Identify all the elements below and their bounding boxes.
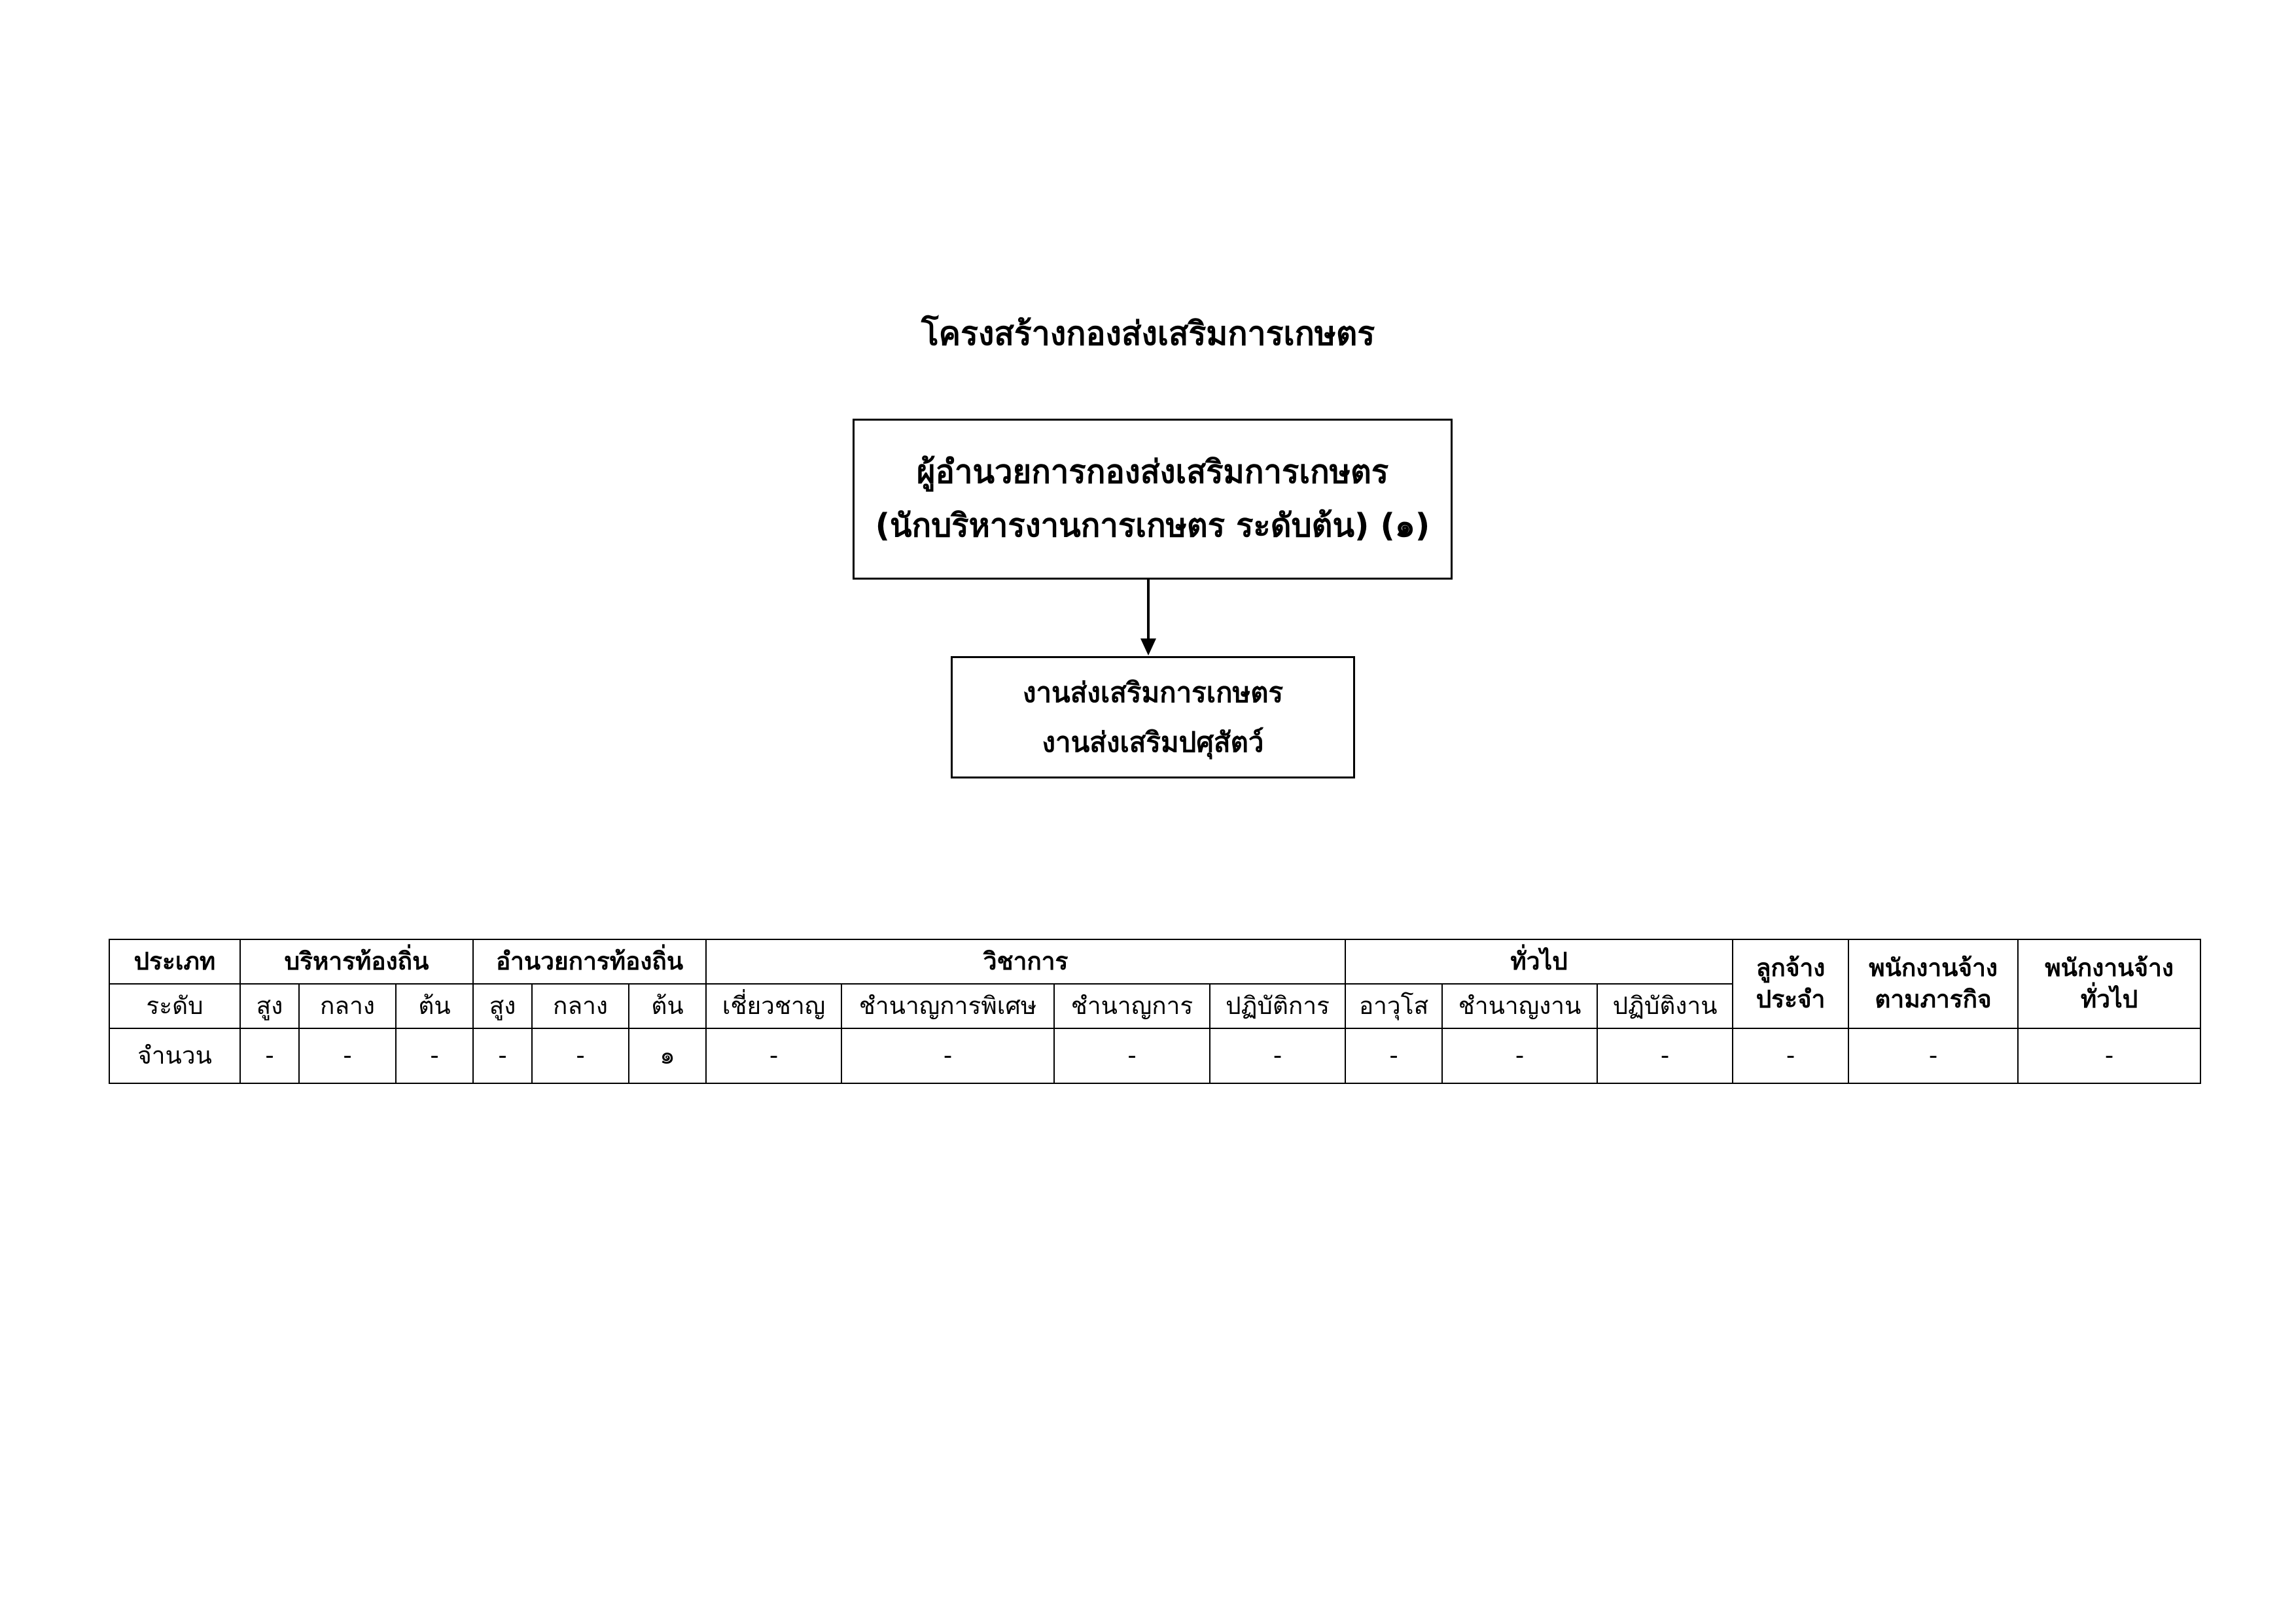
type-label: ประเภท (109, 939, 240, 984)
group-general-employee-line2: ทั่วไป (2080, 985, 2138, 1013)
level-director-mid: กลาง (532, 984, 629, 1028)
level-expert: เชี่ยวชาญ (706, 984, 841, 1028)
group-permanent-employee (1733, 939, 1848, 1028)
group-general: ทั่วไป (1345, 939, 1733, 984)
director-title: ผู้อำนวยการกองส่งเสริมการเกษตร (916, 453, 1389, 491)
count-label: จำนวน (109, 1028, 240, 1083)
count-cell: ๑ (629, 1028, 706, 1083)
group-local-admin: บริหารท้องถิ่น (240, 939, 473, 984)
level-admin-mid: กลาง (299, 984, 396, 1028)
count-cell: - (1345, 1028, 1442, 1083)
level-senior-professional: ชำนาญการพิเศษ (841, 984, 1054, 1028)
group-permanent-employee-line2: ประจำ (1756, 985, 1826, 1013)
count-cell: - (706, 1028, 841, 1083)
group-mission-employee (1848, 939, 2018, 1028)
level-skilled: ชำนาญงาน (1442, 984, 1597, 1028)
count-cell: - (240, 1028, 299, 1083)
level-operator: ปฏิบัติงาน (1597, 984, 1733, 1028)
arrow-head-icon (1140, 638, 1156, 655)
group-local-director: อำนวยการท้องถิ่น (473, 939, 706, 984)
table-row (109, 1028, 2200, 1083)
page-title: โครงสร้างกองส่งเสริมการเกษตร (921, 315, 1375, 353)
staff-table (109, 939, 2201, 1084)
group-mission-employee-line2: ตามภารกิจ (1875, 985, 1992, 1013)
count-cell: - (841, 1028, 1054, 1083)
count-cell: - (1597, 1028, 1733, 1083)
group-academic: วิชาการ (706, 939, 1345, 984)
level-practitioner: ปฏิบัติการ (1210, 984, 1345, 1028)
unit-livestock-promotion: งานส่งเสริมปศุสัตว์ (1042, 725, 1264, 758)
units-box (951, 656, 1355, 778)
count-cell: - (1054, 1028, 1210, 1083)
group-general-employee-line1: พนักงานจ้าง (2045, 954, 2174, 982)
level-admin-low: ต้น (396, 984, 473, 1028)
count-cell: - (532, 1028, 629, 1083)
unit-agri-promotion: งานส่งเสริมการเกษตร (1022, 676, 1284, 708)
count-cell: - (1442, 1028, 1597, 1083)
count-cell: - (473, 1028, 532, 1083)
level-senior: อาวุโส (1345, 984, 1442, 1028)
level-director-high: สูง (473, 984, 532, 1028)
count-cell: - (396, 1028, 473, 1083)
count-cell: - (1210, 1028, 1345, 1083)
table-row (109, 939, 2200, 984)
count-cell: - (1848, 1028, 2018, 1083)
director-position: (นักบริหารงานการเกษตร ระดับต้น) (๑) (875, 507, 1430, 544)
count-cell: - (2018, 1028, 2200, 1083)
count-cell: - (299, 1028, 396, 1083)
group-mission-employee-line1: พนักงานจ้าง (1869, 954, 1998, 982)
count-cell: - (1733, 1028, 1848, 1083)
level-admin-high: สูง (240, 984, 299, 1028)
group-permanent-employee-line1: ลูกจ้าง (1756, 954, 1826, 982)
level-director-low: ต้น (629, 984, 706, 1028)
level-label: ระดับ (109, 984, 240, 1028)
level-professional: ชำนาญการ (1054, 984, 1210, 1028)
group-general-employee (2018, 939, 2200, 1028)
